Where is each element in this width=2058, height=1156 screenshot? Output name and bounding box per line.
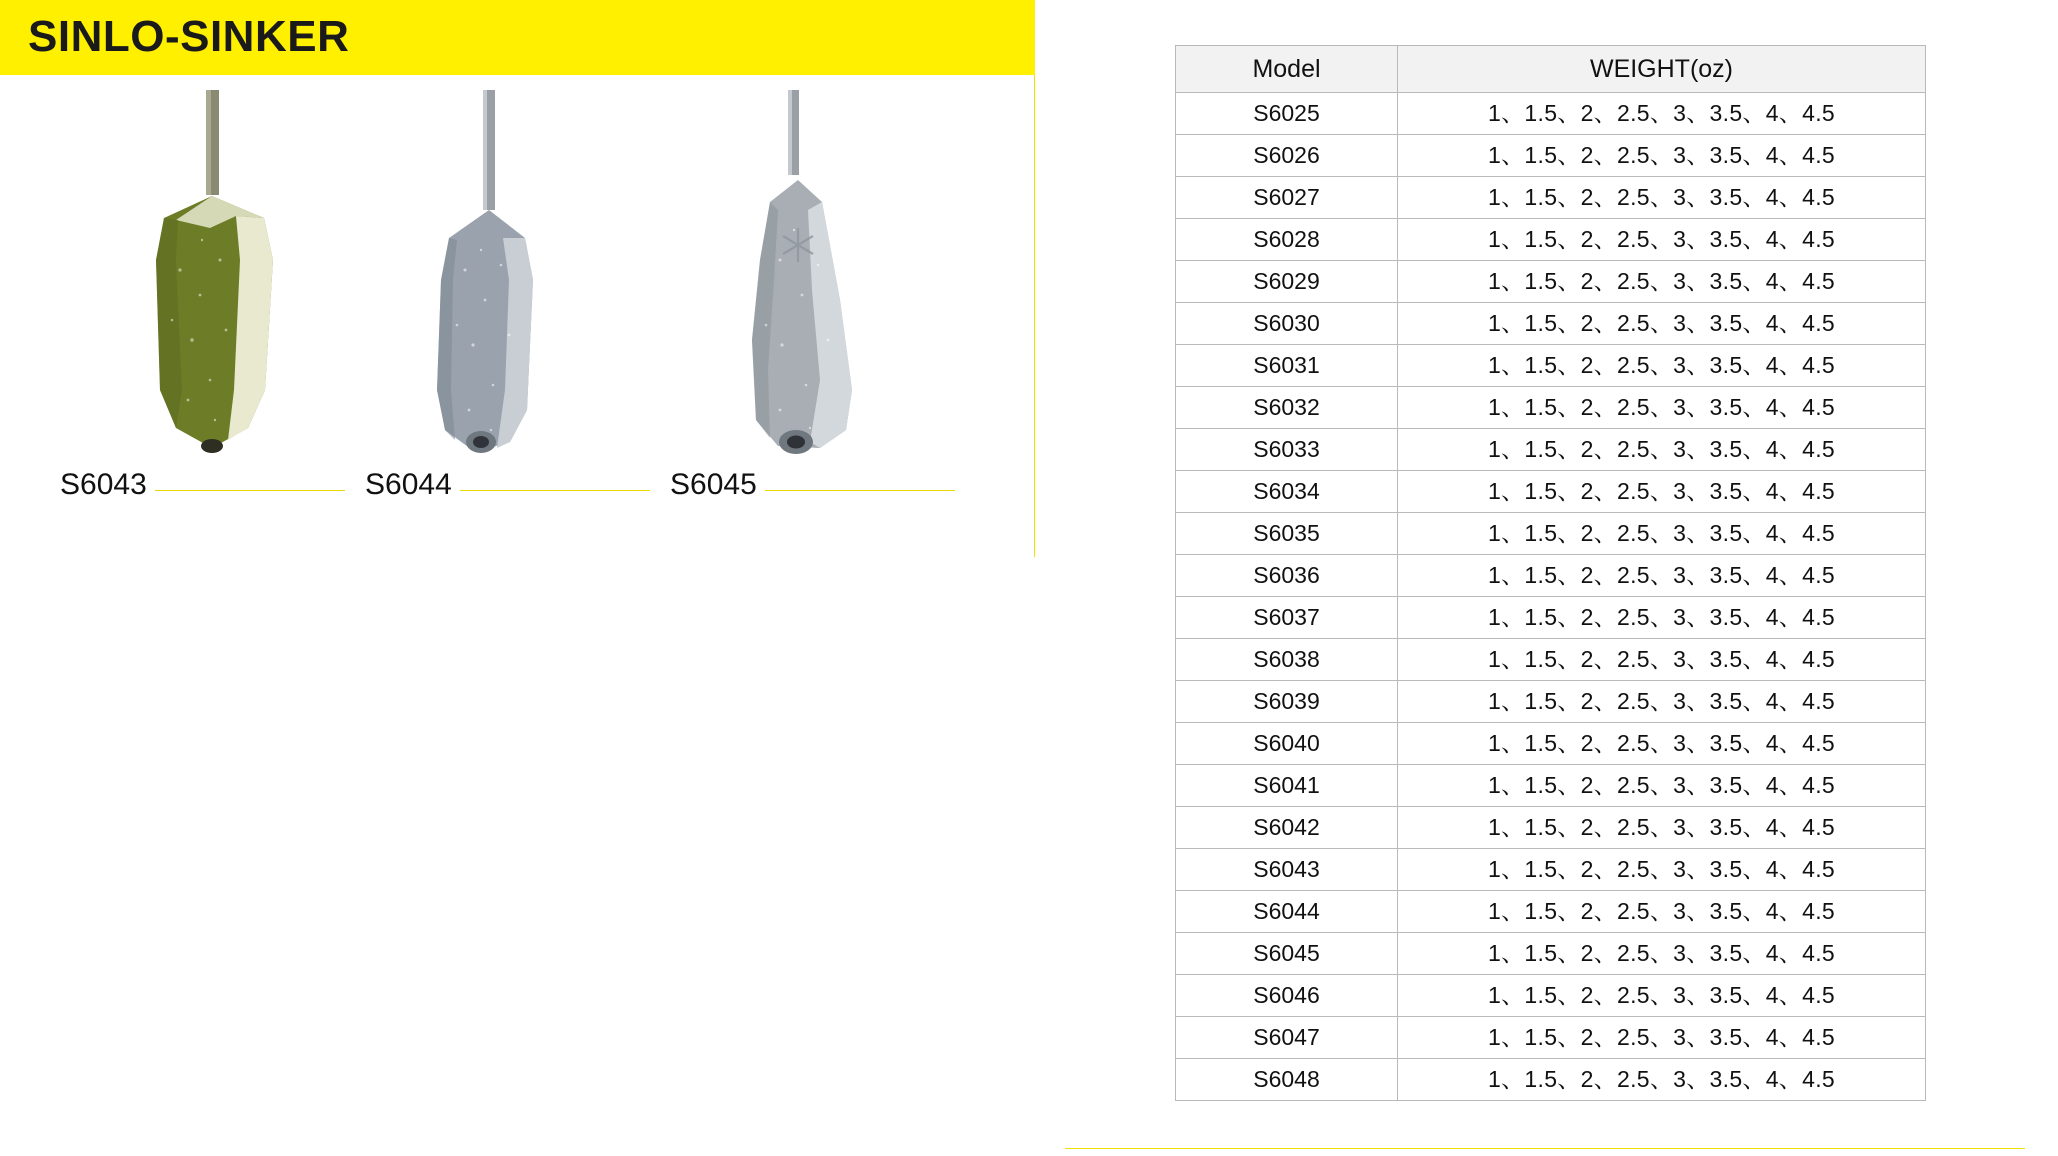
cell-model: S6027 <box>1176 177 1398 219</box>
product-panel <box>0 0 1035 560</box>
table-row <box>1176 1017 1926 1059</box>
cell-weight: 1、1.5、2、2.5、3、3.5、4、4.5 <box>1398 177 1926 219</box>
table-row <box>1176 303 1926 345</box>
cell-weight: 1、1.5、2、2.5、3、3.5、4、4.5 <box>1398 261 1926 303</box>
sinker-illustration-s6044 <box>365 90 665 510</box>
cell-model: S6036 <box>1176 555 1398 597</box>
cell-model: S6045 <box>1176 933 1398 975</box>
cell-model: S6041 <box>1176 765 1398 807</box>
title-bar <box>0 0 1035 75</box>
table-row <box>1176 975 1926 1017</box>
cell-model: S6034 <box>1176 471 1398 513</box>
cell-model: S6032 <box>1176 387 1398 429</box>
table-row <box>1176 261 1926 303</box>
cell-weight: 1、1.5、2、2.5、3、3.5、4、4.5 <box>1398 303 1926 345</box>
footer-rule <box>1065 1148 2025 1149</box>
cell-model: S6030 <box>1176 303 1398 345</box>
cell-weight: 1、1.5、2、2.5、3、3.5、4、4.5 <box>1398 639 1926 681</box>
table-row <box>1176 639 1926 681</box>
cell-model: S6028 <box>1176 219 1398 261</box>
cell-model: S6047 <box>1176 1017 1398 1059</box>
table-row <box>1176 93 1926 135</box>
cell-weight: 1、1.5、2、2.5、3、3.5、4、4.5 <box>1398 1059 1926 1101</box>
column-header-weight: WEIGHT(oz) <box>1398 46 1926 93</box>
product-figure-1 <box>60 90 360 520</box>
cell-model: S6048 <box>1176 1059 1398 1101</box>
table-row <box>1176 849 1926 891</box>
cell-weight: 1、1.5、2、2.5、3、3.5、4、4.5 <box>1398 429 1926 471</box>
cell-weight: 1、1.5、2、2.5、3、3.5、4、4.5 <box>1398 807 1926 849</box>
cell-model: S6037 <box>1176 597 1398 639</box>
product-underline-2 <box>460 490 650 491</box>
product-label-3: S6045 <box>670 468 757 501</box>
product-underline-3 <box>765 490 955 491</box>
cell-weight: 1、1.5、2、2.5、3、3.5、4、4.5 <box>1398 219 1926 261</box>
table-row <box>1176 723 1926 765</box>
cell-model: S6038 <box>1176 639 1398 681</box>
table-row <box>1176 1059 1926 1101</box>
cell-model: S6046 <box>1176 975 1398 1017</box>
table-row <box>1176 891 1926 933</box>
cell-weight: 1、1.5、2、2.5、3、3.5、4、4.5 <box>1398 471 1926 513</box>
table-row <box>1176 555 1926 597</box>
table-header-row <box>1176 46 1926 93</box>
cell-weight: 1、1.5、2、2.5、3、3.5、4、4.5 <box>1398 681 1926 723</box>
product-label-1: S6043 <box>60 468 147 501</box>
cell-model: S6026 <box>1176 135 1398 177</box>
cell-model: S6044 <box>1176 891 1398 933</box>
cell-model: S6029 <box>1176 261 1398 303</box>
table-row <box>1176 345 1926 387</box>
cell-weight: 1、1.5、2、2.5、3、3.5、4、4.5 <box>1398 891 1926 933</box>
table-row <box>1176 597 1926 639</box>
table-body <box>1176 93 1926 1101</box>
column-header-model: Model <box>1176 46 1398 93</box>
table-row <box>1176 471 1926 513</box>
product-label-2: S6044 <box>365 468 452 501</box>
cell-weight: 1、1.5、2、2.5、3、3.5、4、4.5 <box>1398 597 1926 639</box>
spec-table <box>1175 45 1926 1101</box>
table-row <box>1176 933 1926 975</box>
cell-weight: 1、1.5、2、2.5、3、3.5、4、4.5 <box>1398 765 1926 807</box>
table-row <box>1176 177 1926 219</box>
cell-weight: 1、1.5、2、2.5、3、3.5、4、4.5 <box>1398 555 1926 597</box>
cell-weight: 1、1.5、2、2.5、3、3.5、4、4.5 <box>1398 345 1926 387</box>
cell-weight: 1、1.5、2、2.5、3、3.5、4、4.5 <box>1398 135 1926 177</box>
sinker-illustration-s6045 <box>670 90 970 510</box>
cell-weight: 1、1.5、2、2.5、3、3.5、4、4.5 <box>1398 513 1926 555</box>
cell-model: S6035 <box>1176 513 1398 555</box>
cell-model: S6043 <box>1176 849 1398 891</box>
cell-model: S6025 <box>1176 93 1398 135</box>
table-row <box>1176 135 1926 177</box>
cell-weight: 1、1.5、2、2.5、3、3.5、4、4.5 <box>1398 975 1926 1017</box>
table-row <box>1176 429 1926 471</box>
cell-weight: 1、1.5、2、2.5、3、3.5、4、4.5 <box>1398 387 1926 429</box>
cell-weight: 1、1.5、2、2.5、3、3.5、4、4.5 <box>1398 933 1926 975</box>
cell-model: S6040 <box>1176 723 1398 765</box>
page-title: SINLO-SINKER <box>28 12 350 61</box>
table-row <box>1176 807 1926 849</box>
cell-weight: 1、1.5、2、2.5、3、3.5、4、4.5 <box>1398 93 1926 135</box>
table-row <box>1176 387 1926 429</box>
product-figure-2 <box>365 90 665 520</box>
spec-table-container <box>1175 45 1925 1101</box>
cell-weight: 1、1.5、2、2.5、3、3.5、4、4.5 <box>1398 849 1926 891</box>
table-row <box>1176 219 1926 261</box>
cell-model: S6031 <box>1176 345 1398 387</box>
cell-model: S6042 <box>1176 807 1398 849</box>
sinker-illustration-s6043 <box>60 90 360 510</box>
cell-weight: 1、1.5、2、2.5、3、3.5、4、4.5 <box>1398 1017 1926 1059</box>
table-row <box>1176 765 1926 807</box>
table-row <box>1176 681 1926 723</box>
product-underline-1 <box>155 490 345 491</box>
panel-divider <box>1034 75 1035 557</box>
product-figure-3 <box>670 90 970 520</box>
table-row <box>1176 513 1926 555</box>
cell-weight: 1、1.5、2、2.5、3、3.5、4、4.5 <box>1398 723 1926 765</box>
cell-model: S6033 <box>1176 429 1398 471</box>
cell-model: S6039 <box>1176 681 1398 723</box>
